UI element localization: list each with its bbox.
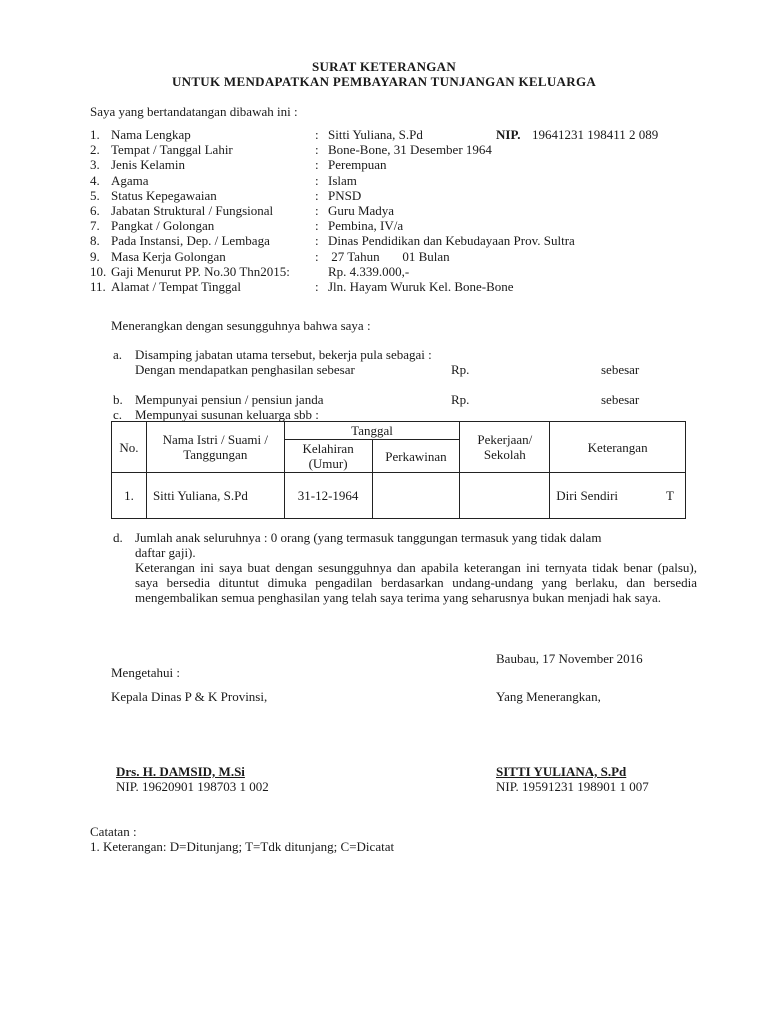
field-colon: : bbox=[315, 187, 319, 203]
item-b-text: Mempunyai pensiun / pensiun janda bbox=[135, 392, 324, 407]
item-a-sebesar: sebesar bbox=[601, 362, 640, 377]
place-date: Baubau, 17 November 2016 bbox=[496, 651, 643, 666]
field-number: 9. bbox=[90, 248, 100, 264]
field-label: Agama bbox=[111, 172, 149, 188]
field-value: Jln. Hayam Wuruk Kel. Bone-Bone bbox=[328, 279, 514, 294]
header-tanggal: Tanggal bbox=[284, 422, 460, 440]
field-value: Perempuan bbox=[328, 157, 387, 173]
field-label: Jenis Kelamin bbox=[111, 157, 186, 173]
row-keterangan-cell bbox=[550, 473, 686, 519]
field-number: 4. bbox=[90, 172, 100, 188]
field-label: Jabatan Struktural / Fungsional bbox=[111, 203, 274, 218]
field-value: Dinas Pendidikan dan Kebudayaan Prov. Sultra bbox=[328, 233, 575, 249]
item-b-sebesar: sebesar bbox=[601, 392, 640, 407]
field-value: Sitti Yuliana, S.Pd bbox=[328, 127, 423, 142]
field-value: PNSD bbox=[328, 187, 362, 203]
table-row bbox=[112, 473, 686, 519]
header-no: No. bbox=[112, 422, 147, 473]
field-colon: : bbox=[315, 172, 319, 188]
yang-menerangkan-label: Yang Menerangkan, bbox=[496, 689, 601, 704]
field-number: 10. bbox=[90, 263, 107, 279]
statement-paragraph: Keterangan ini saya buat dengan sesungguhnya dan apabila keterangan ini ternyata tidak benar (palsu), saya bersedia dituntut dimuka pengadilan berdasarkan undang-undang yang berlaku, dan bersedia mengembalikan semua penghasilan yang telah saya terima yang seharusnya bukan menjadi hak saya. bbox=[135, 560, 697, 605]
row-keterangan: Diri Sendiri bbox=[556, 488, 619, 503]
document-subtitle: UNTUK MENDAPATKAN PEMBAYARAN TUNJANGAN KELUARGA bbox=[171, 74, 597, 89]
document-title: SURAT KETERANGAN bbox=[311, 59, 457, 74]
row-pekerjaan bbox=[460, 473, 550, 519]
item-d-line1: Jumlah anak seluruhnya : 0 orang (yang termasuk tanggungan termasuk yang tidak dalam bbox=[135, 530, 602, 545]
field-colon: : bbox=[315, 248, 319, 264]
field-number: 6. bbox=[90, 203, 100, 218]
field-label: Pada Instansi, Dep. / Lembaga bbox=[111, 233, 270, 249]
mengetahui-label: Mengetahui : bbox=[111, 665, 180, 680]
field-value: Rp. 4.339.000,- bbox=[328, 263, 410, 279]
signer-left-nip: NIP. 19620901 198703 1 002 bbox=[116, 779, 269, 794]
header-pekerjaan: Pekerjaan/ Sekolah bbox=[460, 422, 550, 473]
field-label: Gaji Menurut PP. No.30 Thn2015: bbox=[111, 263, 290, 279]
field-number: 8. bbox=[90, 233, 100, 249]
header-keterangan: Keterangan bbox=[550, 422, 686, 473]
field-value: Pembina, IV/a bbox=[328, 218, 404, 234]
field-label: Alamat / Tempat Tinggal bbox=[111, 279, 241, 294]
field-colon: : bbox=[315, 142, 319, 158]
field-colon: : bbox=[315, 127, 319, 142]
field-label: Tempat / Tanggal Lahir bbox=[111, 142, 233, 158]
item-a-line2: Dengan mendapatkan penghasilan sebesar bbox=[135, 362, 355, 377]
signer-right-name: SITTI YULIANA, S.Pd bbox=[496, 764, 627, 779]
field-value: Guru Madya bbox=[328, 203, 395, 218]
field-value: Islam bbox=[328, 172, 357, 188]
field-colon: : bbox=[315, 233, 319, 249]
family-table bbox=[111, 421, 686, 519]
header-nama: Nama Istri / Suami / Tanggungan bbox=[146, 422, 284, 473]
field-value: 27 Tahun 01 Bulan bbox=[328, 248, 450, 264]
field-label: Status Kepegawaian bbox=[111, 187, 217, 203]
field-label: Masa Kerja Golongan bbox=[111, 248, 226, 264]
row-kelahiran: 31-12-1964 bbox=[284, 473, 372, 519]
field-number: 1. bbox=[90, 127, 100, 142]
header-kelahiran: Kelahiran (Umur) bbox=[284, 440, 372, 473]
field-colon: : bbox=[315, 279, 319, 294]
kepala-dinas-label: Kepala Dinas P & K Provinsi, bbox=[111, 689, 268, 704]
nip-value: 19641231 198411 2 089 bbox=[532, 127, 659, 142]
item-c-text: Mempunyai susunan keluarga sbb : bbox=[135, 407, 319, 422]
field-number: 3. bbox=[90, 157, 100, 173]
row-no: 1. bbox=[112, 473, 147, 519]
item-b-letter: b. bbox=[113, 392, 123, 407]
field-colon: : bbox=[315, 203, 319, 218]
field-colon: : bbox=[315, 218, 319, 234]
signer-right-nip: NIP. 19591231 198901 1 007 bbox=[496, 779, 649, 794]
catatan-line1: 1. Keterangan: D=Ditunjang; T=Tdk ditunjang; C=Dicatat bbox=[90, 839, 395, 854]
field-number: 5. bbox=[90, 187, 100, 203]
field-colon: : bbox=[315, 157, 319, 173]
item-d-line2: daftar gaji). bbox=[135, 545, 196, 560]
nip-label: NIP. bbox=[496, 127, 521, 142]
field-number: 2. bbox=[90, 142, 100, 158]
item-a-line1: Disamping jabatan utama tersebut, bekerja pula sebagai : bbox=[135, 347, 432, 362]
field-label: Nama Lengkap bbox=[111, 127, 191, 142]
signer-left-name: Drs. H. DAMSID, M.Si bbox=[116, 764, 245, 779]
item-a-rp: Rp. bbox=[451, 362, 470, 377]
field-number: 11. bbox=[90, 279, 106, 294]
field-label: Pangkat / Golongan bbox=[111, 218, 215, 234]
field-number: 7. bbox=[90, 218, 100, 234]
intro-text: Saya yang bertandatangan dibawah ini : bbox=[90, 104, 298, 119]
header-perkawinan: Perkawinan bbox=[372, 440, 460, 473]
field-value: Bone-Bone, 31 Desember 1964 bbox=[328, 142, 492, 158]
item-d-letter: d. bbox=[113, 530, 123, 545]
catatan-label: Catatan : bbox=[90, 824, 137, 839]
row-nama: Sitti Yuliana, S.Pd bbox=[146, 473, 284, 519]
menerangkan-text: Menerangkan dengan sesungguhnya bahwa saya : bbox=[111, 318, 371, 333]
row-kode: T bbox=[666, 488, 674, 503]
item-c-letter: c. bbox=[113, 407, 123, 422]
row-perkawinan bbox=[372, 473, 460, 519]
item-b-rp: Rp. bbox=[451, 392, 470, 407]
item-a-letter: a. bbox=[113, 347, 123, 362]
